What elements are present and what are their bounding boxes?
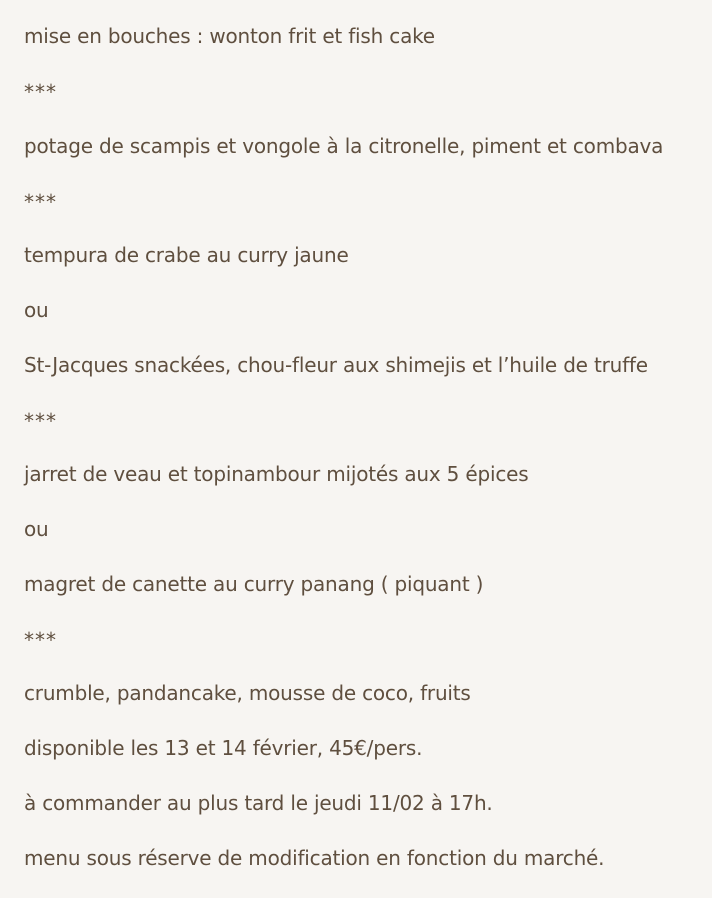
availability-line: disponible les 13 et 14 février, 45€/pers. [24, 736, 423, 760]
course-separator: *** [24, 80, 57, 104]
order-deadline-line: à commander au plus tard le jeudi 11/02 à 17h. [24, 791, 493, 815]
main-option-2: magret de canette au curry panang ( piquant ) [24, 572, 484, 596]
disclaimer-line: menu sous réserve de modification en fonction du marché. [24, 846, 605, 870]
course-separator: *** [24, 190, 57, 214]
main-option-1: jarret de veau et topinambour mijotés aux 5 épices [24, 462, 529, 486]
course-separator: *** [24, 628, 57, 652]
dessert-line: crumble, pandancake, mousse de coco, fruits [24, 681, 471, 705]
soup-line: potage de scampis et vongole à la citronelle, piment et combava [24, 134, 664, 158]
starter-option-1: tempura de crabe au curry jaune [24, 243, 349, 267]
course-separator: *** [24, 409, 57, 433]
amuse-bouche-line: mise en bouches : wonton frit et fish cake [24, 24, 435, 48]
option-separator: ou [24, 517, 49, 541]
starter-option-2: St-Jacques snackées, chou-fleur aux shimejis et l’huile de truffe [24, 353, 648, 377]
option-separator: ou [24, 298, 49, 322]
